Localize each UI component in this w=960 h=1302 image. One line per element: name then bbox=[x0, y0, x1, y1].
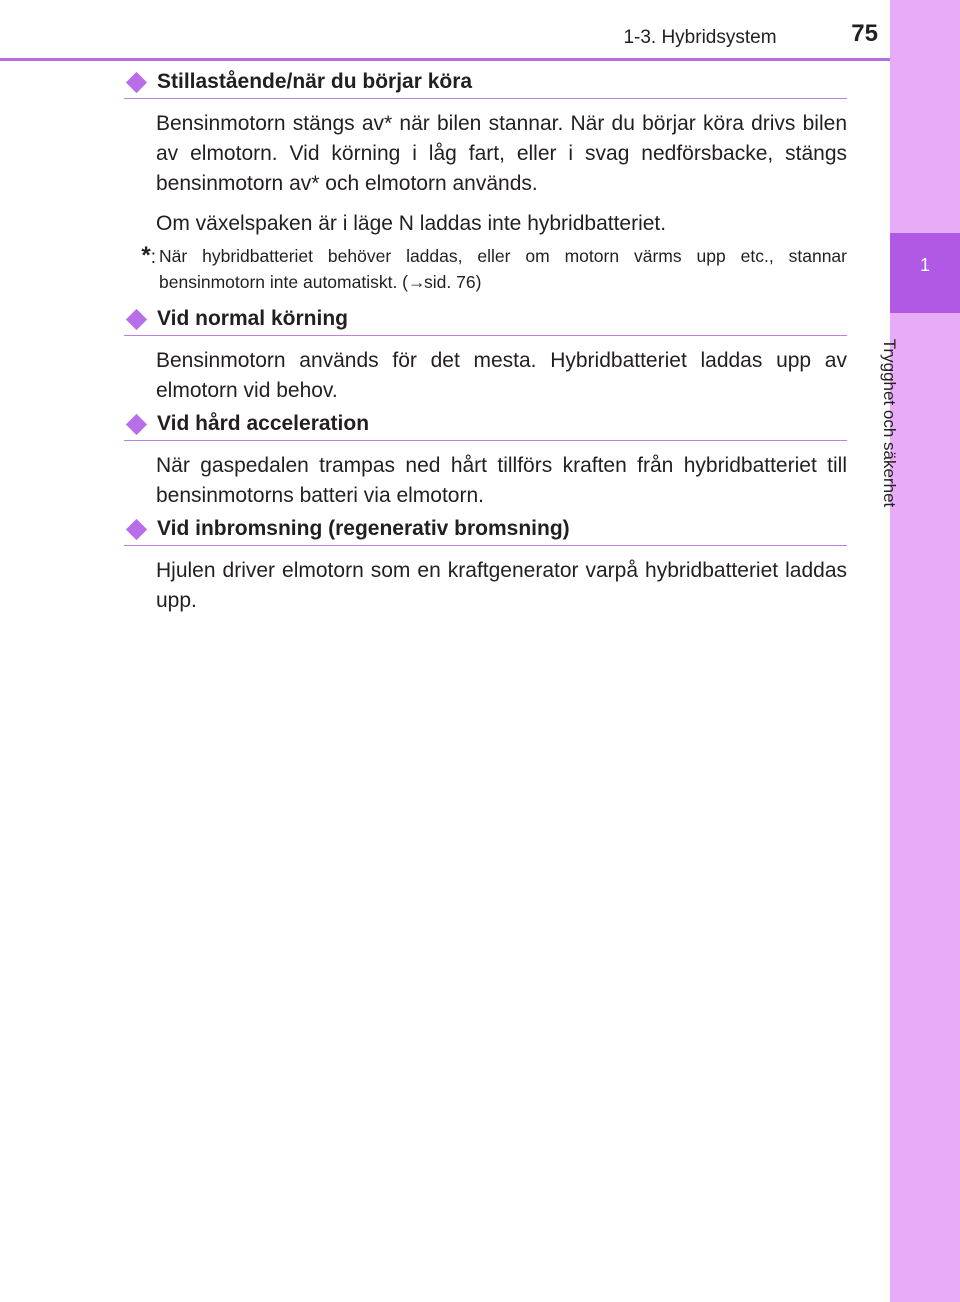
diamond-icon bbox=[126, 413, 147, 434]
chapter-tab[interactable] bbox=[890, 233, 960, 313]
diamond-icon bbox=[126, 308, 147, 329]
paragraph: Bensinmotorn används för det mesta. Hybridbatteriet laddas upp av elmotorn vid behov. bbox=[156, 349, 847, 402]
footnote-separator: : bbox=[150, 247, 156, 268]
heading-text: Vid inbromsning (regenerativ bromsning) bbox=[157, 517, 570, 540]
heading-text: Vid hård acceleration bbox=[157, 412, 370, 435]
diamond-icon bbox=[126, 71, 147, 92]
footnote-body: När hybridbatteriet behöver laddas, eller om motorn värms upp etc., stannar bensinmotorn inte automatiskt. ( bbox=[159, 246, 847, 292]
side-strip bbox=[890, 0, 960, 1302]
header-rule bbox=[0, 58, 890, 61]
page-reference-link[interactable]: sid. 76) bbox=[424, 272, 482, 292]
footnote bbox=[124, 243, 847, 295]
section-heading bbox=[124, 70, 847, 99]
heading-text: Vid normal körning bbox=[157, 307, 348, 330]
footnote-text bbox=[159, 243, 847, 295]
paragraph: Bensinmotorn stängs av* när bilen stannar. När du börjar köra drivs bilen av elmotorn. Vid körning i låg fart, eller i svag nedförsbacke, stängs bensinmotorn av* och elmotorn används. bbox=[156, 112, 847, 195]
section-heading bbox=[124, 412, 847, 441]
section-hard-acceleration bbox=[124, 412, 847, 511]
heading-text: Stillastående/när du börjar köra bbox=[157, 70, 473, 93]
section-label: 1-3. Hybridsystem bbox=[623, 27, 777, 48]
paragraph: Om växelspaken är i läge N laddas inte hybridbatteriet. bbox=[156, 212, 667, 235]
chapter-number: 1 bbox=[919, 255, 930, 275]
diamond-icon bbox=[126, 518, 147, 539]
arrow-right-icon: → bbox=[408, 272, 426, 292]
asterisk-mark: * bbox=[141, 242, 151, 269]
section-braking bbox=[124, 517, 847, 616]
chapter-title: Trygghet och säkerhet bbox=[880, 338, 899, 508]
paragraph: Hjulen driver elmotorn som en kraftgenerator varpå hybridbatteriet laddas upp. bbox=[156, 559, 847, 612]
section-normal-driving bbox=[124, 307, 847, 406]
content bbox=[124, 70, 847, 622]
section-standstill bbox=[124, 70, 847, 295]
footnote-mark bbox=[124, 243, 159, 295]
section-heading bbox=[124, 307, 847, 336]
section-heading bbox=[124, 517, 847, 546]
page-number: 75 bbox=[851, 20, 878, 47]
paragraph: När gaspedalen trampas ned hårt tillförs kraften från hybridbatteriet till bensinmotorns batteri via elmotorn. bbox=[156, 454, 847, 507]
